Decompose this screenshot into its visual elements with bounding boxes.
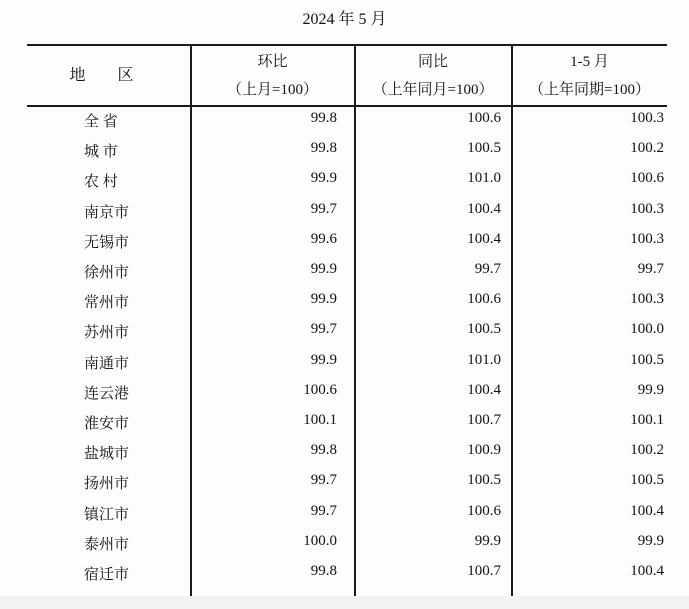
ytd-cell: 100.4 xyxy=(630,502,664,519)
yoy-cell: 100.7 xyxy=(467,412,501,428)
yoy-cell: 101.0 xyxy=(467,351,501,368)
mom-cell: 99.7 xyxy=(310,502,337,519)
table-row xyxy=(27,378,667,408)
ytd-cell: 100.2 xyxy=(630,140,664,157)
ytd-cell: 100.2 xyxy=(630,442,664,459)
yoy-cell: 100.5 xyxy=(467,140,501,157)
mom-cell: 100.1 xyxy=(303,412,337,428)
ytd-cell: 100.6 xyxy=(630,170,664,187)
region-cell: 农 村 xyxy=(84,174,118,191)
mom-cell: 99.9 xyxy=(310,351,337,368)
yoy-cell: 100.4 xyxy=(467,230,501,247)
region-cell: 宿迁市 xyxy=(84,567,130,583)
table-row xyxy=(27,529,667,559)
header-ytd-title: 1-5 月 xyxy=(570,54,609,70)
mom-cell: 99.7 xyxy=(310,472,337,489)
table-row xyxy=(27,136,667,166)
ytd-cell: 99.9 xyxy=(637,381,664,398)
region-cell: 淮安市 xyxy=(84,416,130,432)
table-row xyxy=(27,227,667,257)
yoy-cell: 100.9 xyxy=(467,442,501,459)
mom-cell: 100.6 xyxy=(303,381,337,398)
mom-cell: 100.0 xyxy=(303,532,337,549)
region-cell: 南京市 xyxy=(84,204,130,221)
mom-cell: 99.8 xyxy=(310,442,337,459)
region-cell: 盐城市 xyxy=(84,446,130,463)
ytd-cell: 100.3 xyxy=(630,110,664,126)
ytd-cell: 100.3 xyxy=(630,200,664,217)
yoy-cell: 100.4 xyxy=(467,381,501,398)
region-cell: 镇江市 xyxy=(84,506,130,523)
yoy-cell: 100.5 xyxy=(467,472,501,489)
mom-cell: 99.8 xyxy=(310,563,337,579)
mom-cell: 99.7 xyxy=(310,200,337,217)
ytd-cell: 100.5 xyxy=(630,472,664,489)
mom-cell: 99.6 xyxy=(310,230,337,247)
mom-cell: 99.7 xyxy=(310,321,337,338)
yoy-cell: 101.0 xyxy=(467,170,501,187)
header-yoy xyxy=(355,46,511,105)
mom-cell: 99.8 xyxy=(310,110,337,126)
yoy-cell: 99.9 xyxy=(474,532,501,549)
table-row xyxy=(27,287,667,317)
header-ytd xyxy=(512,46,667,105)
table-row xyxy=(27,257,667,287)
region-cell: 无锡市 xyxy=(84,234,130,251)
table-row xyxy=(27,559,667,589)
table-row xyxy=(27,348,667,378)
header-mom-base: （上月=100） xyxy=(227,82,318,98)
table-row xyxy=(27,468,667,498)
region-cell: 扬州市 xyxy=(84,476,130,493)
mom-cell: 99.8 xyxy=(310,140,337,157)
header-ytd-base: （上年同期=100） xyxy=(529,82,650,98)
yoy-cell: 100.6 xyxy=(467,110,501,126)
table-row xyxy=(27,408,667,438)
region-cell: 全 省 xyxy=(84,114,118,130)
region-cell: 连云港 xyxy=(84,385,130,402)
ytd-cell: 100.4 xyxy=(630,563,664,579)
region-cell: 南通市 xyxy=(84,355,130,372)
table-row xyxy=(27,438,667,468)
header-mom xyxy=(191,46,354,105)
region-cell: 常州市 xyxy=(84,295,130,312)
ytd-cell: 99.7 xyxy=(637,261,664,277)
mom-cell: 99.9 xyxy=(310,261,337,277)
region-cell: 徐州市 xyxy=(84,265,130,281)
yoy-cell: 100.4 xyxy=(467,200,501,217)
region-cell: 城 市 xyxy=(84,144,118,161)
ytd-cell: 100.3 xyxy=(630,230,664,247)
table-row xyxy=(27,166,667,196)
ytd-cell: 99.9 xyxy=(637,532,664,549)
header-yoy-title: 同比 xyxy=(417,54,448,70)
region-cell: 泰州市 xyxy=(84,536,130,553)
yoy-cell: 100.6 xyxy=(467,291,501,308)
table-row xyxy=(27,499,667,529)
ytd-cell: 100.1 xyxy=(630,412,664,428)
table-row xyxy=(27,317,667,347)
header-yoy-base: （上年同月=100） xyxy=(372,82,494,98)
yoy-cell: 100.7 xyxy=(467,563,501,579)
region-cell: 苏州市 xyxy=(84,325,130,342)
yoy-cell: 100.5 xyxy=(467,321,501,338)
ytd-cell: 100.0 xyxy=(630,321,664,338)
header-mom-title: 环比 xyxy=(257,54,288,70)
ytd-cell: 100.5 xyxy=(630,351,664,368)
header-region: 地 区 xyxy=(69,67,148,84)
mom-cell: 99.9 xyxy=(310,291,337,308)
ytd-cell: 100.3 xyxy=(630,291,664,308)
yoy-cell: 99.7 xyxy=(474,261,501,277)
mom-cell: 99.9 xyxy=(310,170,337,187)
table-row xyxy=(27,197,667,227)
table-row xyxy=(27,106,667,136)
table-title: 2024 年 5 月 xyxy=(302,11,387,28)
yoy-cell: 100.6 xyxy=(467,502,501,519)
